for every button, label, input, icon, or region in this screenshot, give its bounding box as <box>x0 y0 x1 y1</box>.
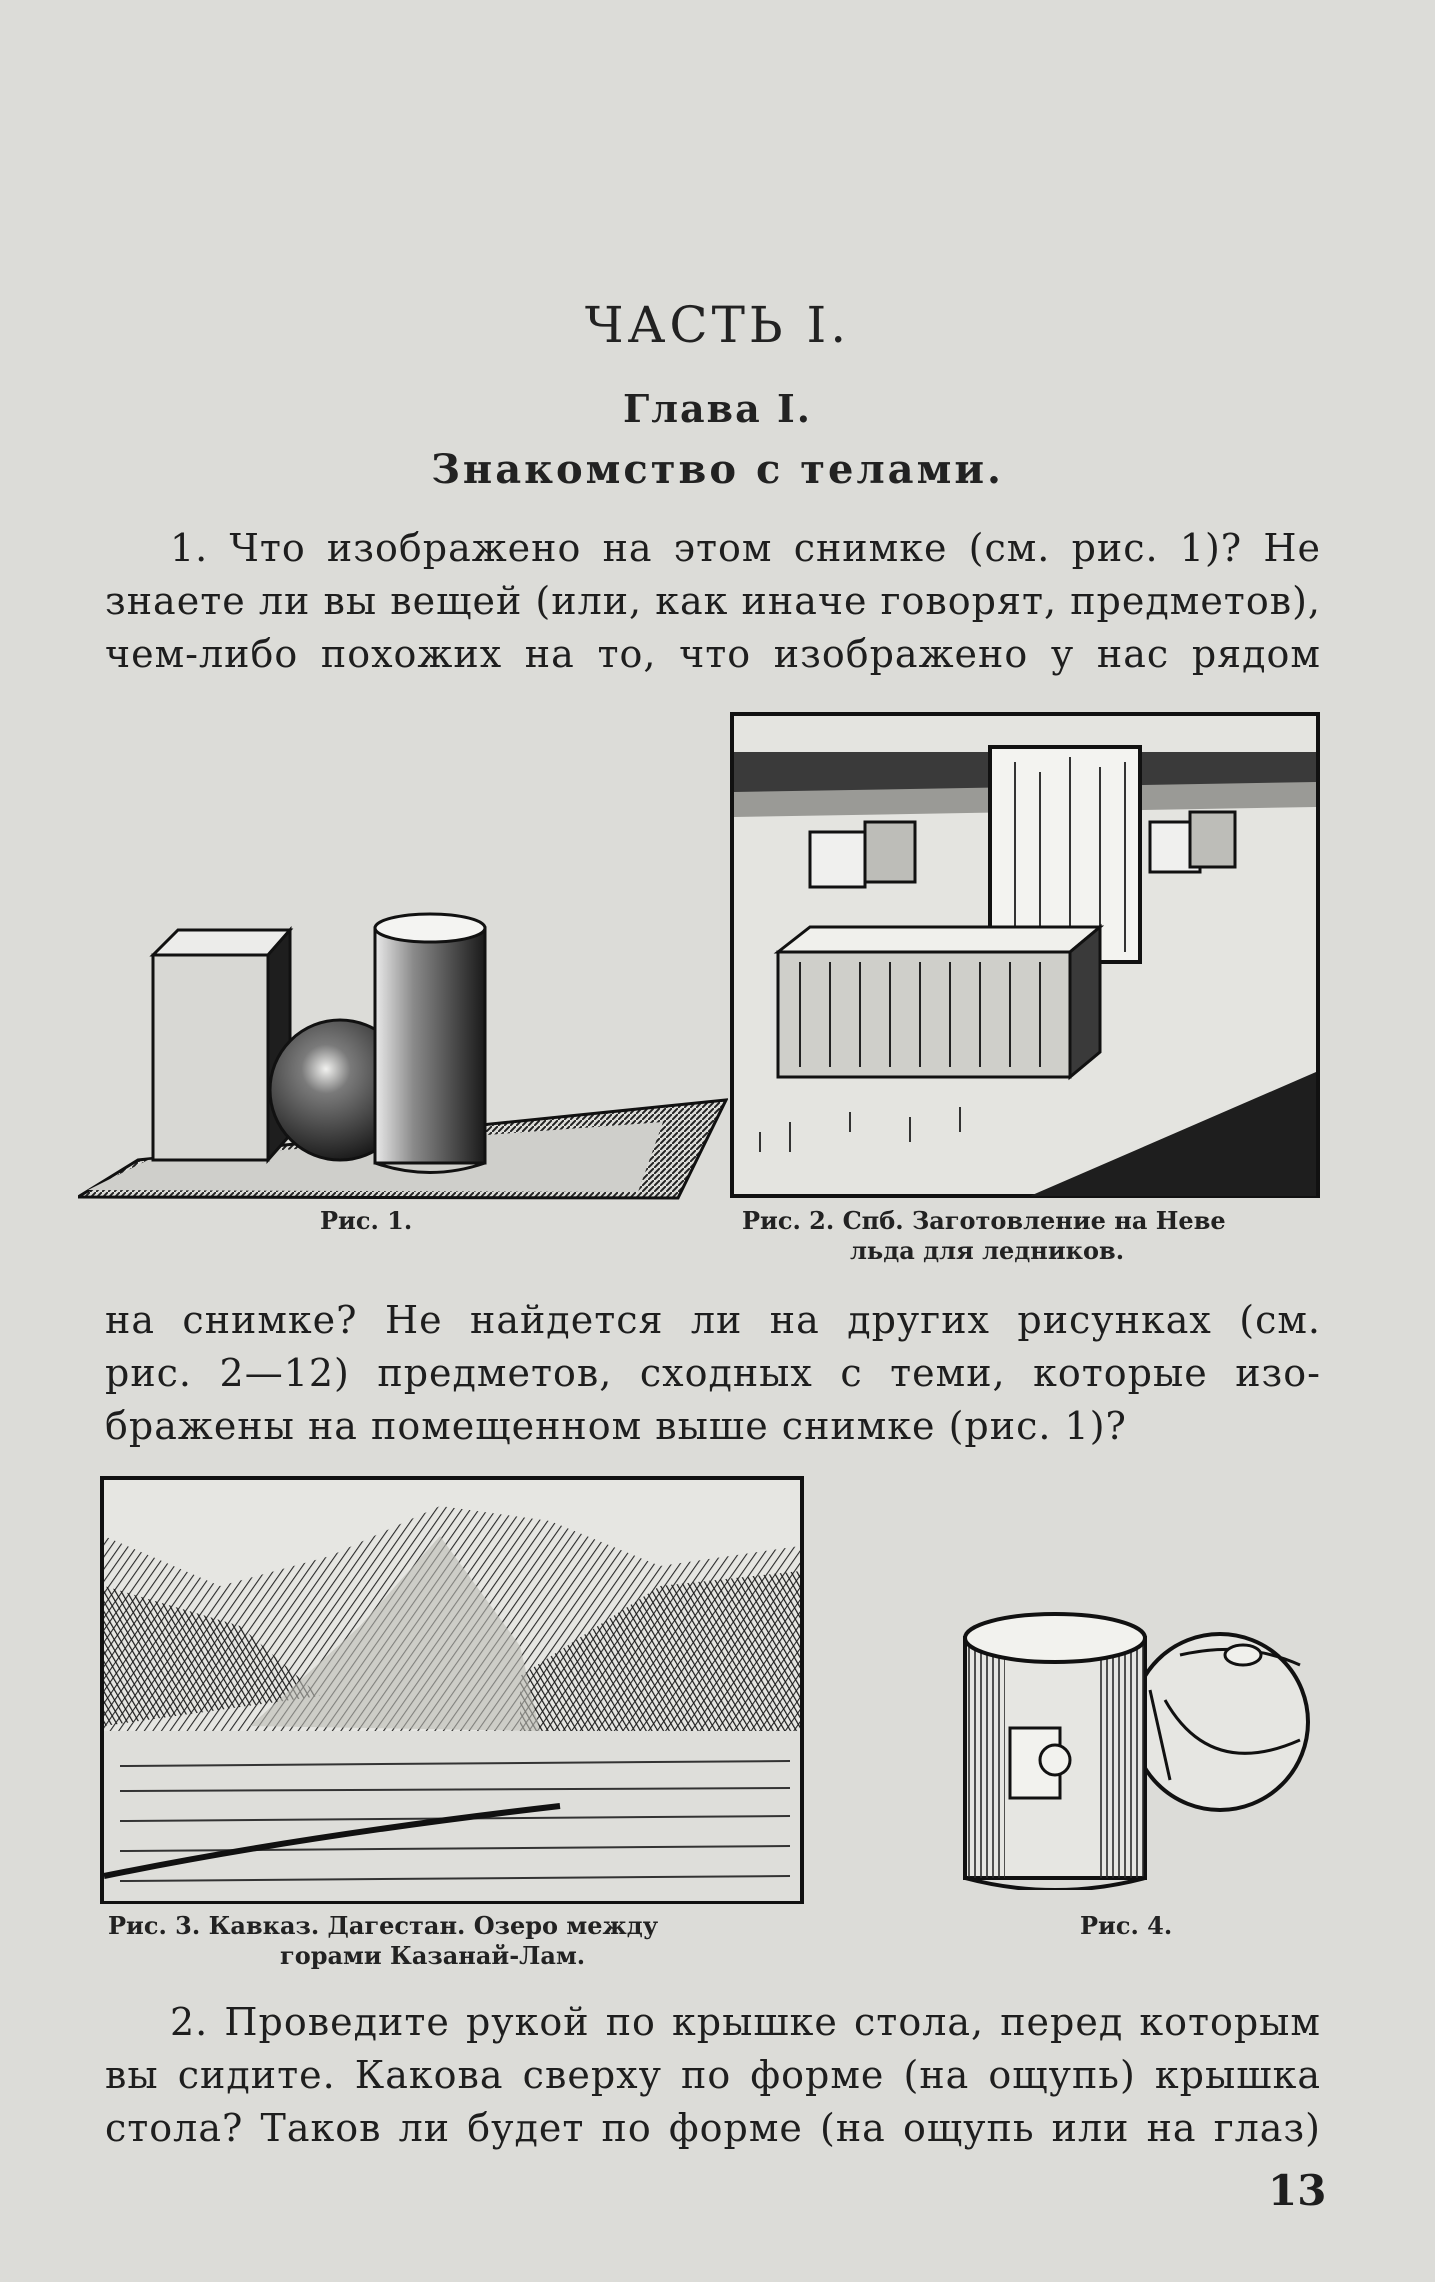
figure-1-caption: Рис. 1. <box>320 1206 413 1235</box>
caption-line: льда для ледников. <box>850 1236 1125 1265</box>
text-line: чем-либо похожих на то, что изображено у нас рядом <box>105 632 1321 676</box>
figure-2-caption <box>742 1206 1322 1266</box>
paragraph-1 <box>105 522 1321 681</box>
figure-3-caption <box>108 1911 808 1971</box>
figure-4-cylinder-sphere <box>960 1610 1330 1890</box>
chapter-title: Глава I. <box>623 386 812 431</box>
section-title: Знакомство с телами. <box>431 446 1004 493</box>
figure-1-solids <box>78 910 728 1210</box>
text-line: на снимке? Не найдется ли на других рисунках (см. <box>105 1298 1321 1342</box>
text-line: стола? Таков ли будет по форме (на ощупь или на глаз) <box>105 2106 1321 2150</box>
figure-4-caption: Рис. 4. <box>1080 1911 1173 1940</box>
text-line: бражены на помещенном выше снимке (рис. 1)? <box>105 1404 1127 1448</box>
part-title: ЧАСТЬ I. <box>584 296 851 354</box>
figure-3-mountain-lake <box>100 1476 804 1904</box>
page-number: 13 <box>1268 2166 1327 2215</box>
text-line: рис. 2—12) предметов, сходных с теми, которые изо- <box>105 1351 1321 1395</box>
text-line: 1. Что изображено на этом снимке (см. рис. 1)? Не <box>170 526 1321 570</box>
caption-line: горами Казанай-Лам. <box>280 1941 586 1970</box>
text-line: знаете ли вы вещей (или, как иначе говорят, предметов), <box>105 579 1321 623</box>
figure-2-ice-blocks <box>730 712 1320 1198</box>
caption-line: Рис. 2. Спб. Заготовление на Неве <box>742 1206 1226 1235</box>
caption-line: Рис. 3. Кавказ. Дагестан. Озеро между <box>108 1911 659 1940</box>
text-line: 2. Проведите рукой по крышке стола, перед которым <box>170 2000 1321 2044</box>
paragraph-2 <box>105 1996 1321 2155</box>
text-line: вы сидите. Какова сверху по форме (на ощупь) крышка <box>105 2053 1321 2097</box>
paragraph-1-continued <box>105 1294 1321 1453</box>
